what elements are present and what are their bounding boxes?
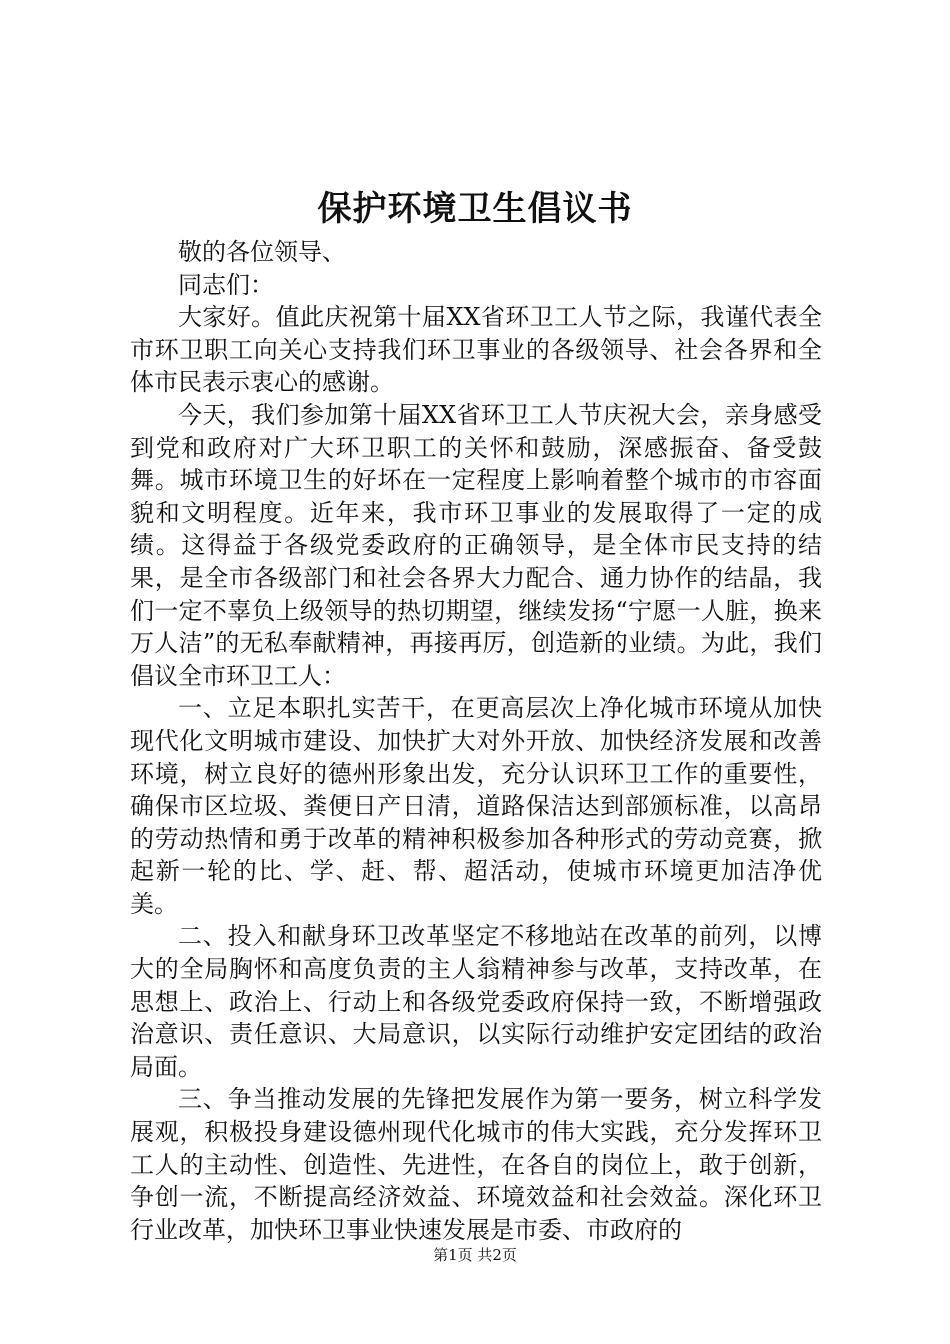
paragraph-point-two: 二、投入和献身环卫改革坚定不移地站在改革的前列，以博大的全局胸怀和高度负责的主人翁精神参与改革，支持改革，在思想上、政治上、行动上和各级党委政府保持一致，不断增强政治意识、责任意识、大局意识，以实际行动维护安定团结的政治局面。 [130, 922, 822, 1081]
paragraph-point-one: 一、立足本职扎实苦干，在更高层次上净化城市环境从加快现代化文明城市建设、加快扩大对外开放、加快经济发展和改善环境，树立良好的德州形象出发，充分认识环卫工作的重要性，确保市区垃圾、粪便日产日清，道路保洁达到部颁标准，以高昂的劳动热情和勇于改革的精神积极参加各种形式的劳动竞赛，掀起新一轮的比、学、赶、帮、超活动，使城市环境更加洁净优美。 [130, 694, 822, 918]
paragraph-greeting: 大家好。值此庆祝第十届XX省环卫工人节之际，我谨代表全市环卫职工向关心支持我们环卫事业的各级领导、社会各界和全体市民表示衷心的感谢。 [130, 303, 822, 397]
page-footer: 第1页 共2页 [433, 1246, 517, 1264]
salutation-line-2: 同志们： [178, 270, 274, 299]
salutation-line-1: 敬的各位领导、 [178, 238, 346, 266]
paragraph-point-three: 三、争当推动发展的先锋把发展作为第一要务，树立科学发展观，积极投身建设德州现代化城市的伟大实践，充分发挥环卫工人的主动性、创造性、先进性，在各自的岗位上，敢于创新，争创一流，不断提高经济效益、环境效益和社会效益。深化环卫行业改革，加快环卫事业快速发展是市委、市政府的 [130, 1085, 822, 1244]
document-title: 保护环境卫生倡议书 [317, 189, 633, 229]
document-body [130, 236, 822, 1246]
paragraph-today: 今天，我们参加第十届XX省环卫工人节庆祝大会，亲身感受到党和政府对广大环卫职工的关怀和鼓励，深感振奋、备受鼓舞。城市环境卫生的好坏在一定程度上影响着整个城市的市容面貌和文明程度。近年来，我市环卫事业的发展取得了一定的成绩。这得益于各级党委政府的正确领导，是全体市民支持的结果，是全市各级部门和社会各界大力配合、通力协作的结晶，我们一定不辜负上级领导的热切期望，继续发扬“宁愿一人脏，换来万人洁”的无私奉献精神，再接再厉，创造新的业绩。为此，我们倡议全市环卫工人： [130, 400, 822, 690]
